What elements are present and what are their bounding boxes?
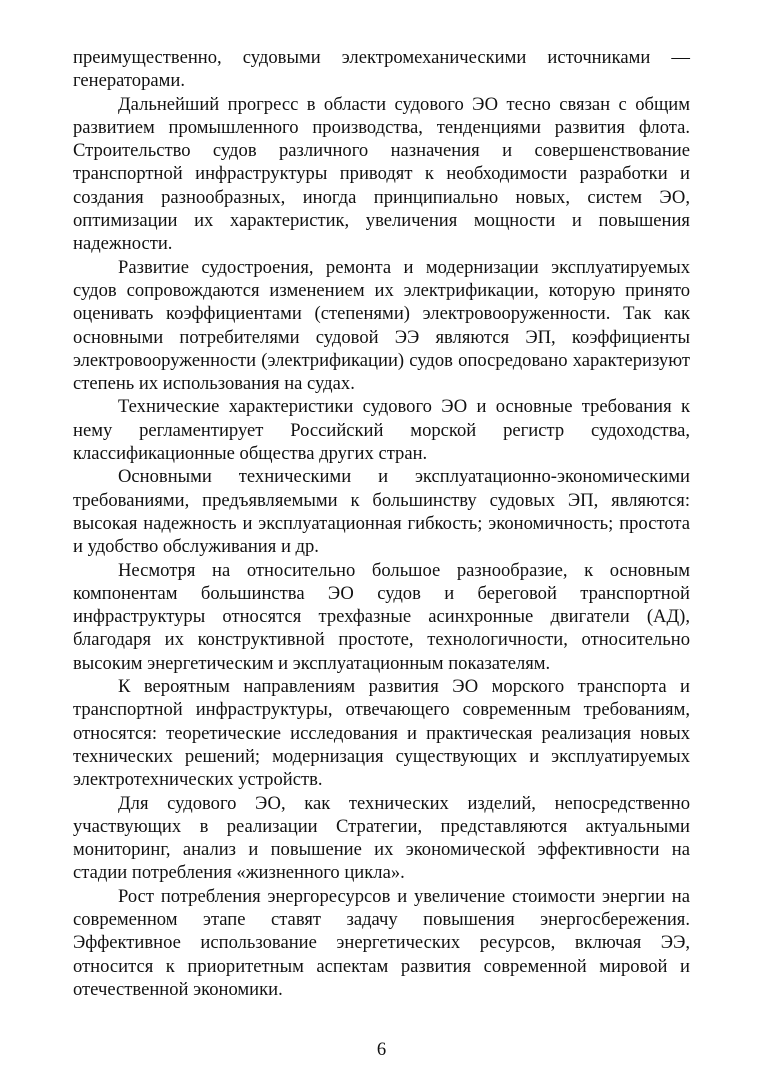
page-number: 6 [376,1039,387,1060]
paragraph: Развитие судостроения, ремонта и модернизации эксплуатируемых судов сопровождаются изменением их электрификации, которую принято оценивать коэффициентами (степенями) электровооруженности. Так как основными потребителями судовой ЭЭ являются ЭП, коэффициенты электровооруженности (электрификации) судов опосредовано характеризуют степень их использования на судах. [73,256,690,395]
page-body [73,46,690,1001]
paragraph: Рост потребления энергоресурсов и увеличение стоимости энергии на современном этапе ставят задачу повышения энергосбережения. Эффективное использование энергетических ресурсов, включая ЭЭ, относится к приоритетным аспектам развития современной мировой и отечественной экономики. [73,885,690,1000]
paragraph: Дальнейший прогресс в области судового ЭО тесно связан с общим развитием промышленного производства, тенденциями развития флота. Строительство судов различного назначения и совершенствование транспортной инфраструктуры приводят к необходимости разработки и создания разнообразных, иногда принципиально новых, систем ЭО, оптимизации их характеристик, увеличения мощности и повышения надежности. [73,93,690,255]
paragraph: Технические характеристики судового ЭО и основные требования к нему регламентирует Российский морской регистр судоходства, классификационные общества других стран. [73,396,690,465]
paragraph: Для судового ЭО, как технических изделий, непосредственно участвующих в реализации Стратегии, представляются актуальными мониторинг, анализ и повышение их экономической эффективности на стадии потребления «жизненного цикла». [73,792,690,884]
paragraph: Несмотря на относительно большое разнообразие, к основным компонентам большинства ЭО судов и береговой транспортной инфраструктуры относятся трехфазные асинхронные двигатели (АД), благодаря их конструктивной простоте, технологичности, относительно высоким энергетическим и эксплуатационным показателям. [73,559,690,674]
paragraph: Основными техническими и эксплуатационно-экономическими требованиями, предъявляемыми к большинству судовых ЭП, являются: высокая надежность и эксплуатационная гибкость; экономичность; простота и удобство обслуживания и др. [73,466,690,558]
paragraph-continuation: преимущественно, судовыми электромеханическими источниками — генераторами. [73,47,690,92]
paragraph: К вероятным направлениям развития ЭО морского транспорта и транспортной инфраструктуры, отвечающего современным требованиям, относятся: теоретические исследования и практическая реализация новых технических решений; модернизация существующих и эксплуатируемых электротехнических устройств. [73,676,690,791]
